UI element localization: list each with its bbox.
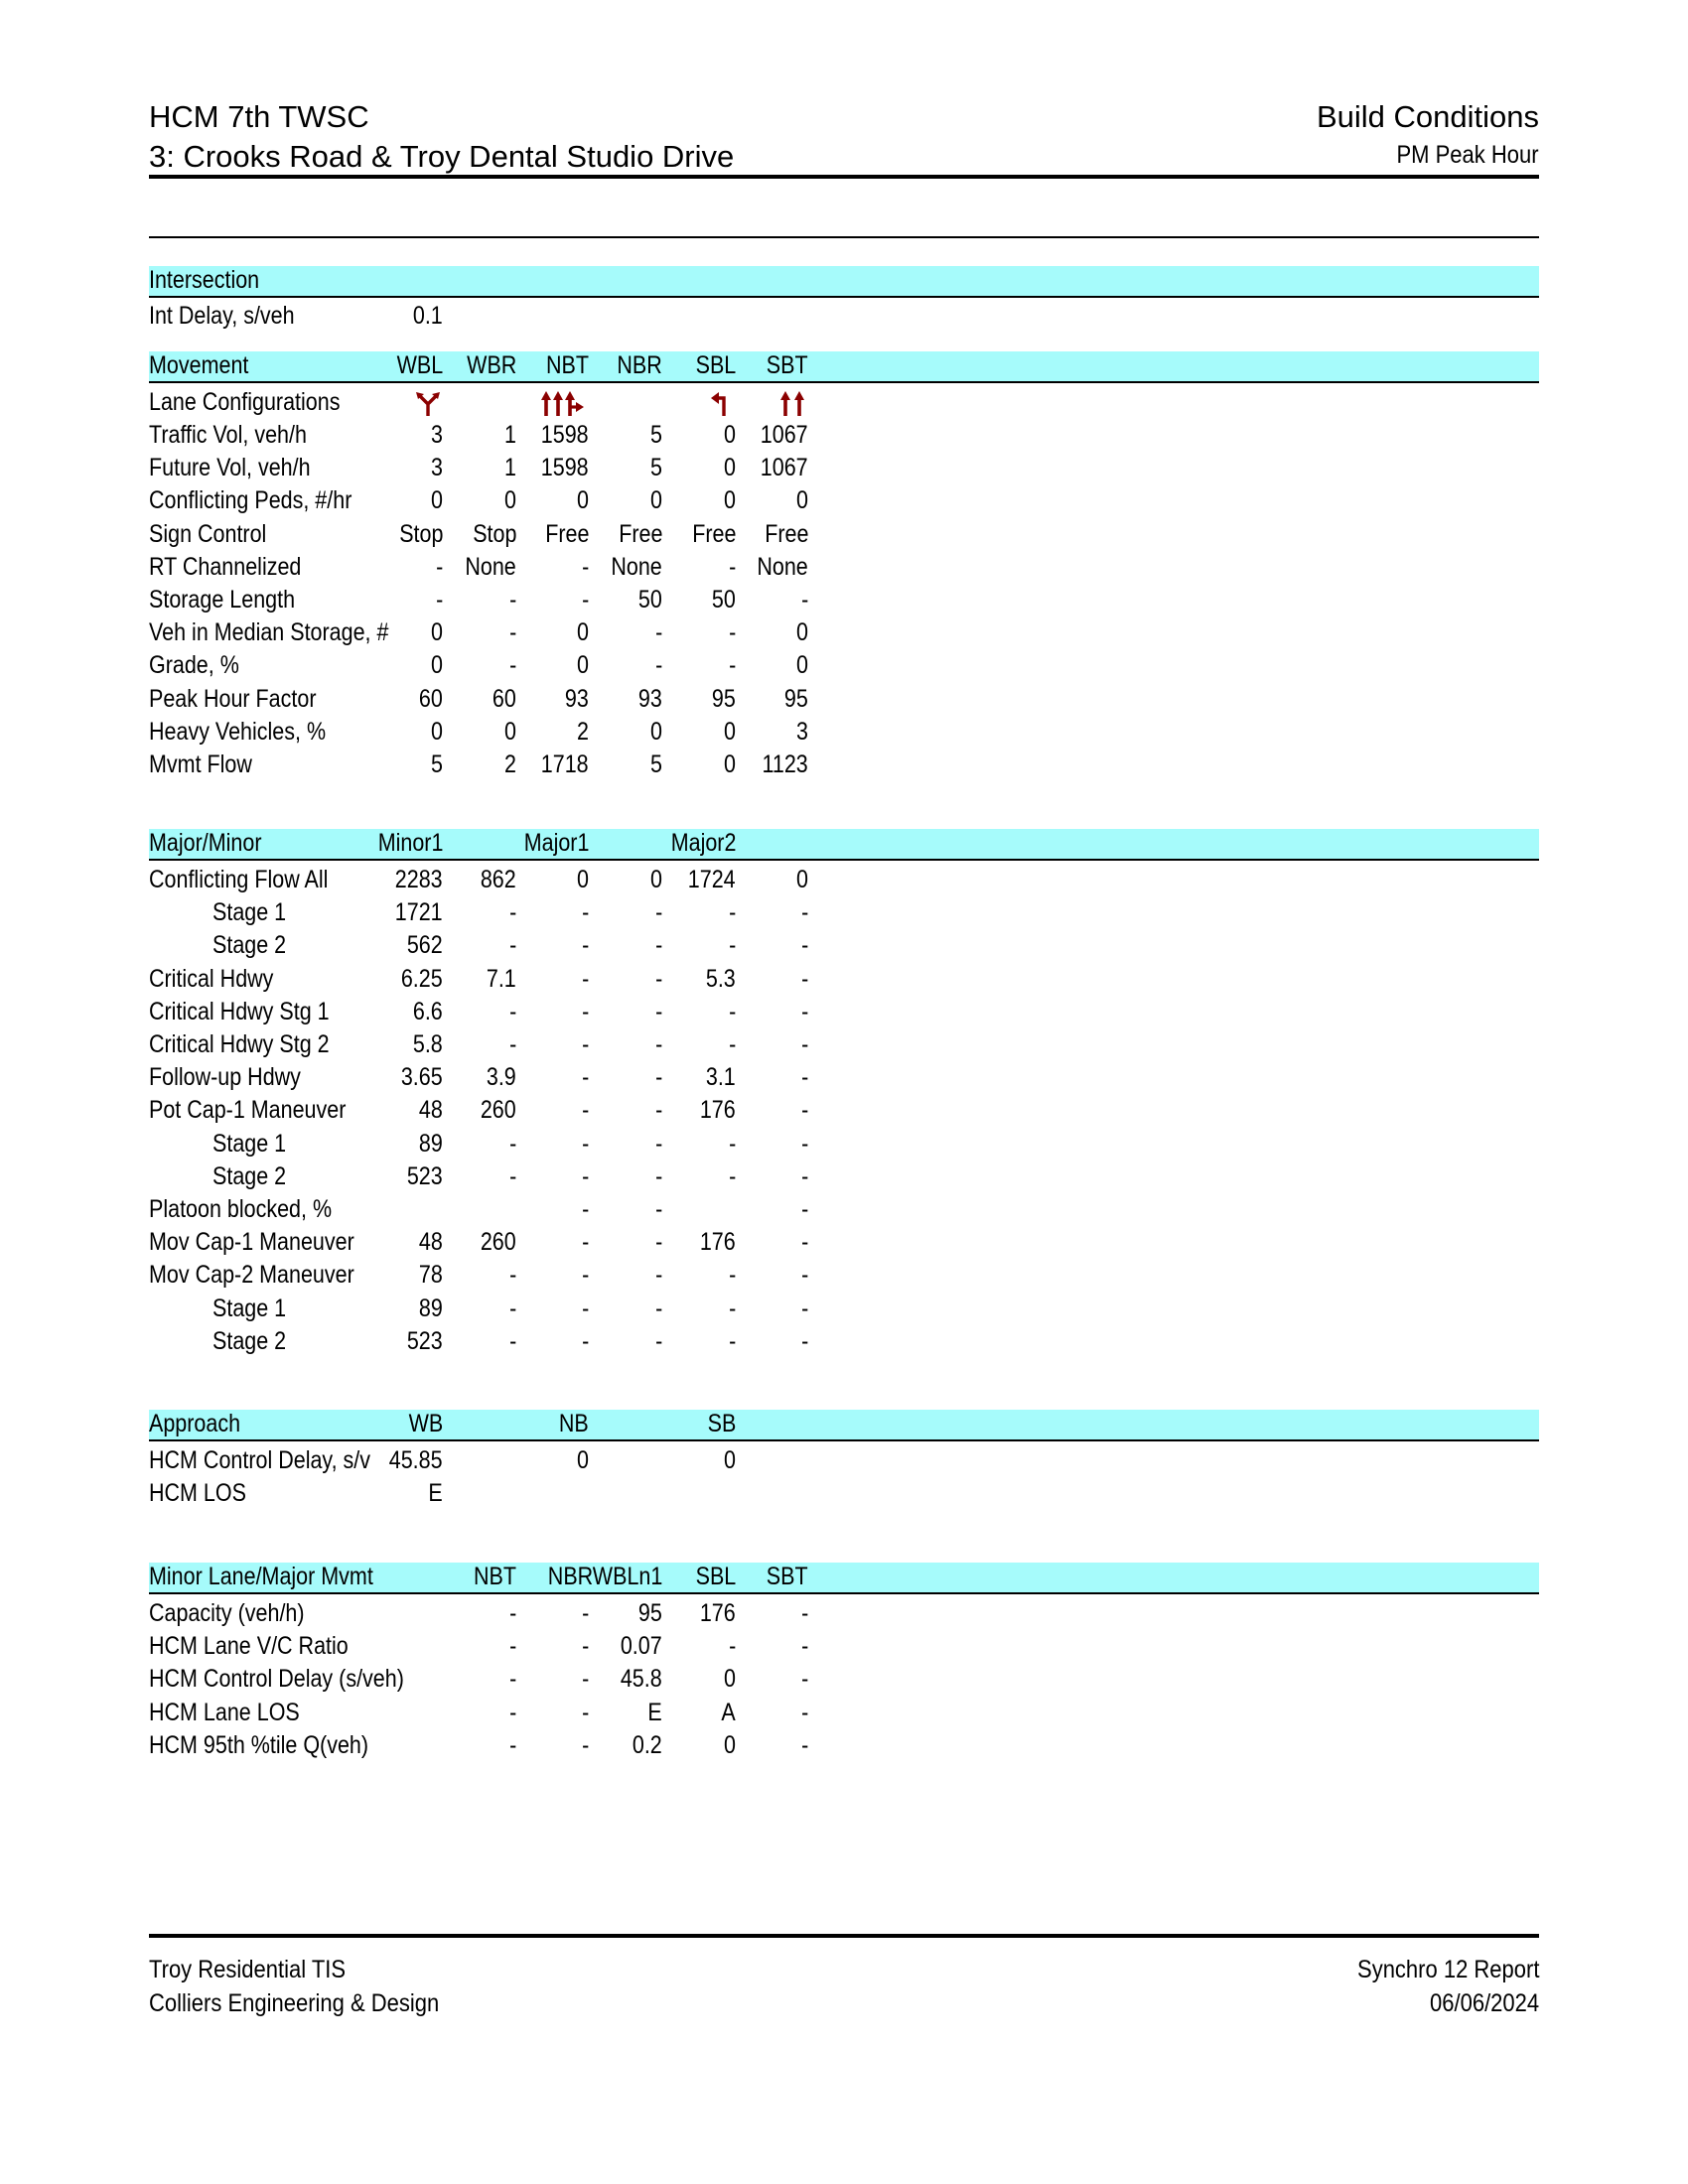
table-cell: - xyxy=(654,1228,662,1257)
table-cell: - xyxy=(581,1261,589,1290)
table-cell: 1721 xyxy=(395,898,443,927)
column-header: SBL xyxy=(695,1563,736,1590)
footer-company: Colliers Engineering & Design xyxy=(149,1989,440,2017)
row-label: Lane Configurations xyxy=(149,388,341,416)
table-cell: - xyxy=(581,997,589,1025)
column-header: WBL xyxy=(396,351,443,379)
table-row xyxy=(149,1293,1539,1325)
table-cell: - xyxy=(581,1698,589,1726)
table-cell: - xyxy=(800,1261,808,1290)
column-header: Minor1 xyxy=(377,829,443,857)
row-label: Traffic Vol, veh/h xyxy=(149,421,307,449)
lane-sbl-left-turn-icon xyxy=(709,388,731,418)
table-cell: - xyxy=(581,1599,589,1627)
table-cell: - xyxy=(728,1632,736,1661)
row-label: HCM Control Delay (s/veh) xyxy=(149,1665,404,1694)
table-cell: 1 xyxy=(504,454,516,482)
header-rule xyxy=(149,175,1539,179)
column-header: Major1 xyxy=(523,829,589,857)
table-cell: 0 xyxy=(796,866,808,893)
table-cell: 2 xyxy=(504,751,516,778)
table-cell: - xyxy=(581,1161,589,1190)
table-cell: 95 xyxy=(638,1599,662,1627)
column-header: WBR xyxy=(466,351,516,379)
table-cell: 0 xyxy=(577,651,589,680)
table-cell: - xyxy=(800,997,808,1025)
row-label: Conflicting Peds, #/hr xyxy=(149,486,352,515)
table-cell: - xyxy=(800,1030,808,1058)
lane-wbl-shared-left-right-icon xyxy=(413,388,443,418)
section-label: Minor Lane/Major Mvmt xyxy=(149,1563,373,1590)
footer-report-name: Synchro 12 Report xyxy=(1356,1956,1539,1983)
table-cell: - xyxy=(581,1195,589,1223)
table-cell: - xyxy=(800,1599,808,1627)
row-label: Critical Hdwy Stg 1 xyxy=(149,997,330,1025)
table-cell: - xyxy=(654,1195,662,1223)
table-cell: - xyxy=(800,1195,808,1223)
table-cell: 0 xyxy=(724,1665,736,1694)
table-cell: 0 xyxy=(431,618,443,647)
table-cell: 0 xyxy=(796,651,808,680)
table-cell: - xyxy=(728,1129,736,1158)
row-label: Mov Cap-2 Maneuver xyxy=(149,1261,354,1290)
row-label: Critical Hdwy xyxy=(149,964,274,993)
table-cell: - xyxy=(800,1096,808,1125)
table-cell: - xyxy=(800,1326,808,1355)
table-cell: 3 xyxy=(796,717,808,746)
table-row xyxy=(149,484,1539,517)
row-label: Peak Hour Factor xyxy=(149,684,317,713)
table-cell: - xyxy=(508,898,516,927)
column-header: NB xyxy=(559,1410,589,1437)
table-cell: - xyxy=(435,586,443,614)
table-cell: 0 xyxy=(650,717,662,746)
table-cell: 0.2 xyxy=(633,1730,662,1759)
table-cell: - xyxy=(800,1665,808,1694)
table-cell: 2283 xyxy=(395,866,443,893)
table-row xyxy=(149,1160,1539,1193)
table-cell: 0 xyxy=(650,866,662,893)
table-cell: - xyxy=(581,586,589,614)
table-cell: 176 xyxy=(700,1599,736,1627)
table-cell: 0 xyxy=(724,486,736,515)
table-cell: - xyxy=(728,898,736,927)
table-cell: 0 xyxy=(796,618,808,647)
table-cell: - xyxy=(800,1129,808,1158)
table-cell: 0 xyxy=(431,486,443,515)
column-header: SBL xyxy=(695,351,736,379)
table-cell: - xyxy=(654,1129,662,1158)
table-cell: 89 xyxy=(419,1129,443,1158)
column-header: Major2 xyxy=(670,829,736,857)
table-cell: - xyxy=(581,1294,589,1322)
row-label: Critical Hdwy Stg 2 xyxy=(149,1030,330,1058)
table-cell: - xyxy=(508,1161,516,1190)
table-cell: 0 xyxy=(577,866,589,893)
row-label: Future Vol, veh/h xyxy=(149,454,311,482)
table-cell: None xyxy=(611,552,662,581)
table-cell: 45.8 xyxy=(621,1665,662,1694)
row-label: Sign Control xyxy=(149,519,267,548)
row-label: HCM 95th %tile Q(veh) xyxy=(149,1730,369,1759)
table-cell: - xyxy=(581,1030,589,1058)
table-cell: 50 xyxy=(712,586,736,614)
table-cell: - xyxy=(800,1698,808,1726)
row-label: Mov Cap-1 Maneuver xyxy=(149,1228,354,1257)
table-cell: - xyxy=(654,1063,662,1092)
lane-nbt-two-through-one-through-right-icon xyxy=(540,388,586,418)
table-row xyxy=(149,1697,1539,1729)
table-cell: 0 xyxy=(504,486,516,515)
column-header: NBRWBLn1 xyxy=(547,1563,662,1590)
table-cell: 0 xyxy=(724,717,736,746)
table-row xyxy=(149,419,1539,452)
table-cell: Free xyxy=(544,519,589,548)
row-label: Stage 1 xyxy=(212,898,287,927)
table-cell: 0 xyxy=(577,618,589,647)
table-cell: 1598 xyxy=(541,454,589,482)
footer-rule xyxy=(149,1934,1539,1938)
table-cell: - xyxy=(728,1261,736,1290)
table-cell: 95 xyxy=(784,684,808,713)
table-cell: 3.1 xyxy=(706,1063,736,1092)
table-cell: Free xyxy=(764,519,808,548)
table-row xyxy=(149,1061,1539,1094)
table-cell: - xyxy=(654,1161,662,1190)
table-row xyxy=(149,1094,1539,1127)
table-cell: - xyxy=(800,1063,808,1092)
table-cell: 3 xyxy=(431,454,443,482)
table-cell: 0 xyxy=(431,717,443,746)
table-cell: 3.9 xyxy=(487,1063,516,1092)
table-cell: - xyxy=(508,1294,516,1322)
row-label: Conflicting Flow All xyxy=(149,866,329,893)
footer-project: Troy Residential TIS xyxy=(149,1956,347,1983)
table-cell: - xyxy=(800,1161,808,1190)
table-cell: None xyxy=(465,552,516,581)
section-label: Approach xyxy=(149,1410,241,1437)
table-cell: 0 xyxy=(796,486,808,515)
table-row xyxy=(149,996,1539,1028)
row-label: HCM LOS xyxy=(149,1479,246,1507)
table-cell: - xyxy=(728,1294,736,1322)
table-cell: - xyxy=(654,1261,662,1290)
table-cell: 60 xyxy=(419,684,443,713)
table-row xyxy=(149,551,1539,584)
row-label: Stage 2 xyxy=(212,1326,287,1355)
table-row xyxy=(149,1630,1539,1663)
table-cell: 523 xyxy=(407,1326,443,1355)
table-row xyxy=(149,649,1539,682)
row-label: Pot Cap-1 Maneuver xyxy=(149,1096,347,1125)
table-cell: - xyxy=(508,997,516,1025)
table-row xyxy=(149,1325,1539,1358)
table-cell: - xyxy=(800,931,808,960)
table-row xyxy=(149,929,1539,962)
intersection-header-row xyxy=(149,265,1539,298)
table-cell: 562 xyxy=(407,931,443,960)
table-cell: 0 xyxy=(724,421,736,449)
table-cell: - xyxy=(435,552,443,581)
table-row xyxy=(149,452,1539,484)
table-cell: - xyxy=(581,552,589,581)
table-row xyxy=(149,300,1539,333)
table-cell: 93 xyxy=(638,684,662,713)
table-cell: 0.07 xyxy=(621,1632,662,1661)
row-label: Stage 1 xyxy=(212,1129,287,1158)
table-cell: 260 xyxy=(481,1228,516,1257)
table-cell: - xyxy=(508,618,516,647)
table-row xyxy=(149,864,1539,896)
table-cell: - xyxy=(581,1228,589,1257)
table-cell: 5 xyxy=(431,751,443,778)
table-cell: 1724 xyxy=(688,866,736,893)
table-cell: 0 xyxy=(724,1446,736,1474)
section-label: Movement xyxy=(149,351,249,379)
table-cell: - xyxy=(508,1129,516,1158)
report-page xyxy=(149,0,1539,2184)
table-cell: - xyxy=(654,997,662,1025)
table-cell: 1 xyxy=(504,421,516,449)
row-label: HCM Lane LOS xyxy=(149,1698,300,1726)
table-cell: - xyxy=(508,1632,516,1661)
table-row xyxy=(149,963,1539,996)
column-header: NBR xyxy=(617,351,662,379)
period-label: PM Peak Hour xyxy=(1396,141,1539,169)
movement-header-row xyxy=(149,350,1539,383)
table-row xyxy=(149,1444,1539,1477)
table-cell: 2 xyxy=(577,717,589,746)
table-cell: Free xyxy=(691,519,736,548)
table-cell: - xyxy=(800,898,808,927)
table-cell: - xyxy=(800,964,808,993)
table-cell: - xyxy=(728,651,736,680)
column-header: NBT xyxy=(546,351,589,379)
row-label: Stage 1 xyxy=(212,1294,287,1322)
table-cell: - xyxy=(800,1228,808,1257)
table-cell: 862 xyxy=(481,866,516,893)
table-cell: 89 xyxy=(419,1294,443,1322)
table-cell: - xyxy=(508,1665,516,1694)
table-cell: 0 xyxy=(504,717,516,746)
int-delay-value: 0.1 xyxy=(413,302,443,330)
table-cell: - xyxy=(654,931,662,960)
table-cell: - xyxy=(728,997,736,1025)
table-cell: 5 xyxy=(650,421,662,449)
column-header: NBT xyxy=(474,1563,516,1590)
table-cell: - xyxy=(508,1030,516,1058)
table-row xyxy=(149,1663,1539,1696)
table-cell: - xyxy=(654,1294,662,1322)
table-cell: - xyxy=(581,1063,589,1092)
table-cell: E xyxy=(647,1698,662,1726)
table-cell: 7.1 xyxy=(487,964,516,993)
table-row xyxy=(149,1226,1539,1259)
table-cell: - xyxy=(508,1261,516,1290)
table-cell: Stop xyxy=(472,519,516,548)
table-cell: Free xyxy=(618,519,662,548)
table-cell: None xyxy=(757,552,808,581)
row-label: Veh in Median Storage, # xyxy=(149,618,389,647)
table-cell: 1067 xyxy=(761,421,808,449)
table-cell: 1598 xyxy=(541,421,589,449)
table-cell: - xyxy=(581,898,589,927)
table-cell: 6.25 xyxy=(401,964,443,993)
table-cell: - xyxy=(508,1698,516,1726)
table-cell: 60 xyxy=(492,684,516,713)
table-cell: 1067 xyxy=(761,454,808,482)
table-cell: - xyxy=(508,1326,516,1355)
row-label: Grade, % xyxy=(149,651,239,680)
header-rule-thin xyxy=(149,236,1539,238)
table-cell: - xyxy=(654,898,662,927)
column-header: SBT xyxy=(767,1563,808,1590)
row-label: Heavy Vehicles, % xyxy=(149,717,327,746)
table-cell: 45.85 xyxy=(389,1446,443,1474)
table-row xyxy=(149,1193,1539,1226)
table-row xyxy=(149,1128,1539,1160)
table-cell: - xyxy=(654,618,662,647)
table-cell: - xyxy=(728,618,736,647)
table-cell: 3.65 xyxy=(401,1063,443,1092)
table-cell: - xyxy=(728,931,736,960)
approach-header-row xyxy=(149,1409,1539,1441)
table-cell: 78 xyxy=(419,1261,443,1290)
table-cell: - xyxy=(728,1161,736,1190)
table-cell: - xyxy=(581,1129,589,1158)
major-minor-header-row xyxy=(149,828,1539,861)
table-row xyxy=(149,518,1539,551)
table-cell: 48 xyxy=(419,1096,443,1125)
table-cell: 0 xyxy=(724,1730,736,1759)
row-label: Int Delay, s/veh xyxy=(149,302,295,330)
row-label: Capacity (veh/h) xyxy=(149,1599,305,1627)
column-header: SB xyxy=(707,1410,736,1437)
table-row xyxy=(149,683,1539,716)
table-cell: - xyxy=(654,1096,662,1125)
row-label: HCM Control Delay, s/v xyxy=(149,1446,371,1474)
table-cell: - xyxy=(800,1294,808,1322)
table-cell: - xyxy=(508,1730,516,1759)
table-cell: 0 xyxy=(577,486,589,515)
table-cell: - xyxy=(581,1326,589,1355)
row-label: Stage 2 xyxy=(212,931,287,960)
table-cell: 1123 xyxy=(762,751,808,778)
row-label: Storage Length xyxy=(149,586,296,614)
table-cell: 0 xyxy=(431,651,443,680)
table-cell: - xyxy=(581,964,589,993)
report-title: HCM 7th TWSC xyxy=(149,99,369,134)
table-cell: E xyxy=(428,1479,443,1507)
table-cell: - xyxy=(800,1632,808,1661)
minor-lane-header-row xyxy=(149,1562,1539,1594)
table-cell: 176 xyxy=(700,1096,736,1125)
lane-sbt-two-through-icon xyxy=(776,388,808,418)
report-subtitle: 3: Crooks Road & Troy Dental Studio Drive xyxy=(149,139,735,174)
table-cell: 5.3 xyxy=(706,964,736,993)
table-cell: 0 xyxy=(577,1446,589,1474)
scenario-title: Build Conditions xyxy=(1316,99,1539,134)
table-cell: 523 xyxy=(407,1161,443,1190)
table-cell: 6.6 xyxy=(413,997,443,1025)
table-cell: - xyxy=(581,1632,589,1661)
table-cell: 260 xyxy=(481,1096,516,1125)
row-label: Stage 2 xyxy=(212,1161,287,1190)
row-label: Mvmt Flow xyxy=(149,751,252,778)
table-cell: 0 xyxy=(650,486,662,515)
table-row xyxy=(149,584,1539,616)
table-cell: - xyxy=(508,586,516,614)
footer-date: 06/06/2024 xyxy=(1429,1989,1539,2017)
table-cell: 5.8 xyxy=(413,1030,443,1058)
table-cell: - xyxy=(654,651,662,680)
table-cell: 5 xyxy=(650,454,662,482)
lane-configurations-row xyxy=(149,386,1539,419)
table-cell: - xyxy=(654,1030,662,1058)
row-label: HCM Lane V/C Ratio xyxy=(149,1632,349,1661)
table-cell: 1718 xyxy=(541,751,589,778)
row-label: RT Channelized xyxy=(149,552,302,581)
table-row xyxy=(149,749,1539,781)
table-row xyxy=(149,616,1539,649)
table-cell: 48 xyxy=(419,1228,443,1257)
column-header: WB xyxy=(408,1410,443,1437)
section-label: Major/Minor xyxy=(149,829,262,857)
table-row xyxy=(149,1259,1539,1292)
table-row xyxy=(149,716,1539,749)
table-cell: - xyxy=(728,1030,736,1058)
table-cell: - xyxy=(654,964,662,993)
table-row xyxy=(149,1477,1539,1510)
table-cell: - xyxy=(581,1665,589,1694)
row-label: Platoon blocked, % xyxy=(149,1195,333,1223)
table-cell: - xyxy=(728,1326,736,1355)
table-cell: - xyxy=(581,1096,589,1125)
table-cell: 93 xyxy=(565,684,589,713)
table-cell: - xyxy=(800,586,808,614)
table-row xyxy=(149,1028,1539,1061)
table-row xyxy=(149,896,1539,929)
table-row xyxy=(149,1597,1539,1630)
table-cell: 0 xyxy=(724,751,736,778)
row-label: Follow-up Hdwy xyxy=(149,1063,301,1092)
table-cell: - xyxy=(508,1599,516,1627)
column-header: SBT xyxy=(767,351,808,379)
table-cell: 95 xyxy=(712,684,736,713)
table-cell: 50 xyxy=(638,586,662,614)
table-row xyxy=(149,1729,1539,1762)
table-cell: - xyxy=(581,931,589,960)
table-cell: 5 xyxy=(650,751,662,778)
table-cell: 0 xyxy=(724,454,736,482)
table-cell: - xyxy=(728,552,736,581)
table-cell: A xyxy=(721,1698,736,1726)
table-cell: - xyxy=(508,931,516,960)
table-cell: 3 xyxy=(431,421,443,449)
table-cell: - xyxy=(800,1730,808,1759)
table-cell: Stop xyxy=(398,519,443,548)
table-cell: - xyxy=(654,1326,662,1355)
table-cell: 176 xyxy=(700,1228,736,1257)
section-label: Intersection xyxy=(149,266,260,294)
table-cell: - xyxy=(581,1730,589,1759)
table-cell: - xyxy=(508,651,516,680)
